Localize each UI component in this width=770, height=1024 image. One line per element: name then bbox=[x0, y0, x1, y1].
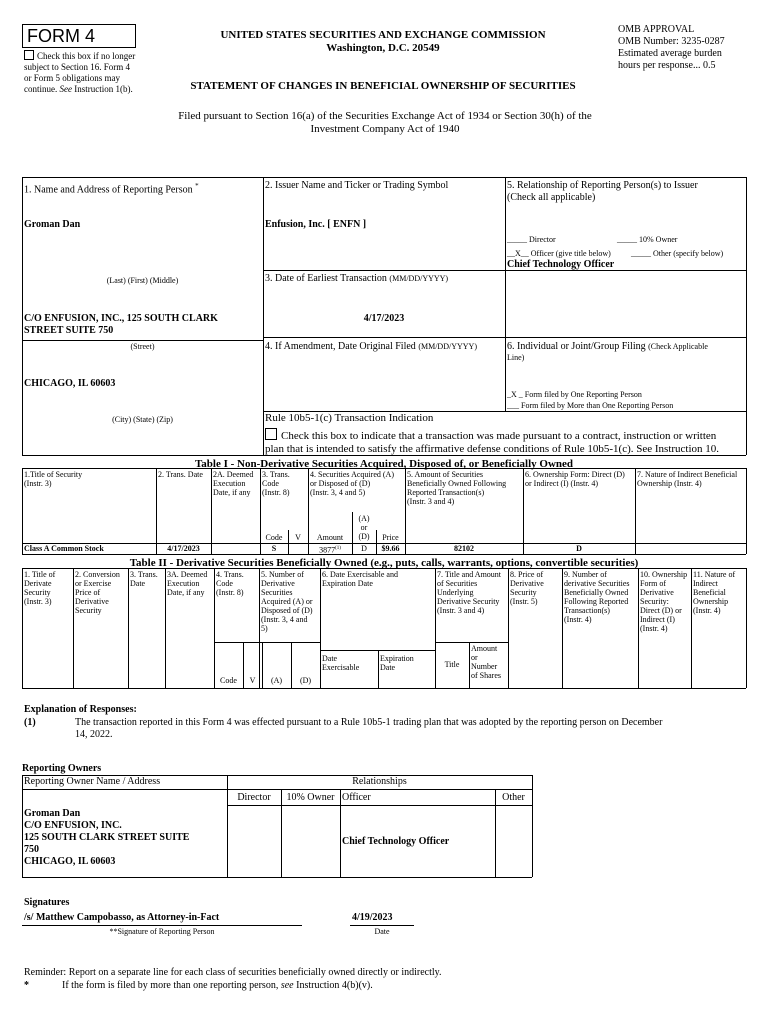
t1-col6-l2: or Indirect (I) (Instr. 4) bbox=[525, 479, 599, 488]
filing-option-one[interactable]: _X _ Form filed by One Reporting Person bbox=[507, 390, 642, 399]
reporting-address bbox=[24, 313, 218, 337]
t2-sub-amt-2: or bbox=[471, 653, 478, 662]
t1-col4-l2: or Disposed of (D) bbox=[310, 479, 371, 488]
agency-heading bbox=[170, 29, 596, 55]
t2-c10-l1: 10. Ownership bbox=[640, 570, 688, 579]
t2-sub-date-exercisable bbox=[322, 654, 359, 672]
t1-sub-aord-1: (A) bbox=[358, 514, 370, 523]
t2-col2-header bbox=[75, 570, 120, 615]
t1-col2a-l1: 2A. Deemed bbox=[213, 470, 254, 479]
t2-col4-header bbox=[216, 570, 244, 597]
t1-col1-l2: (Instr. 3) bbox=[24, 479, 52, 488]
t1-row-code: S bbox=[271, 544, 277, 553]
t2-c11-l4: Ownership bbox=[693, 597, 729, 606]
t2-c10-l2: Form of bbox=[640, 579, 666, 588]
t2-sub-a: (A) bbox=[270, 676, 283, 685]
t2-c1-l2: Derivate bbox=[24, 579, 52, 588]
box1-label-mark: * bbox=[195, 182, 199, 190]
t2-c7-l5: (Instr. 3 and 4) bbox=[437, 606, 485, 615]
omb-line-2: OMB Number: 3235-0287 bbox=[618, 36, 725, 47]
t2-c5-l6: (Instr. 3, 4 and bbox=[261, 615, 308, 624]
omb-line-3: Estimated average burden bbox=[618, 48, 722, 59]
t2-c8-l2: Derivative bbox=[510, 579, 544, 588]
director-option[interactable]: _____ Director bbox=[507, 235, 556, 244]
footer-star: * bbox=[24, 980, 29, 991]
t2-sub-date-ex-2: Exercisable bbox=[322, 663, 360, 672]
t2-sub-amt-1: Amount bbox=[471, 644, 498, 653]
t1-col2a-header bbox=[213, 470, 253, 497]
t1-sub-v: V bbox=[295, 533, 301, 542]
t2-c5-l7: 5) bbox=[261, 624, 268, 633]
t2-c4-l1: 4. Trans. bbox=[216, 570, 244, 579]
t1-col5-l1: 5. Amount of Securities bbox=[407, 470, 483, 479]
earliest-transaction-date: 4/17/2023 bbox=[363, 313, 405, 324]
box5-label-1: 5. Relationship of Reporting Person(s) to Issuer bbox=[507, 180, 698, 191]
t1-col1-header bbox=[24, 470, 82, 488]
t2-c1-l1: 1. Title of bbox=[24, 570, 56, 579]
filed-pursuant bbox=[100, 110, 670, 136]
t2-c9-l2: derivative Securities bbox=[564, 579, 630, 588]
t2-col9-header bbox=[564, 570, 630, 624]
omb-approval bbox=[618, 24, 758, 72]
t2-c2-l5: Security bbox=[75, 606, 102, 615]
t2-col7-header bbox=[437, 570, 501, 615]
owner-line-5: CHICAGO, IL 60603 bbox=[24, 856, 116, 867]
t2-c5-l2: Derivative bbox=[261, 579, 295, 588]
section16-text-4a: continue. bbox=[24, 84, 58, 94]
t2-sub-d: (D) bbox=[299, 676, 312, 685]
t2-c3a-l2: Execution bbox=[167, 579, 200, 588]
t1-row-aord: D bbox=[361, 544, 367, 553]
t2-c9-l5: Transaction(s) bbox=[564, 606, 610, 615]
agency-line-1: UNITED STATES SECURITIES AND EXCHANGE COMMISSION bbox=[220, 29, 546, 41]
t2-c7-l4: Derivative Security bbox=[437, 597, 500, 606]
signature-label: **Signature of Reporting Person bbox=[109, 927, 215, 936]
t1-row-title: Class A Common Stock bbox=[24, 544, 104, 553]
reminder-text: Reminder: Report on a separate line for each class of securities beneficially owned directly or indirectly. bbox=[24, 967, 442, 978]
t2-col3a-header bbox=[167, 570, 207, 597]
t2-c5-l1: 5. Number of bbox=[261, 570, 304, 579]
footer-star-text-2: Instruction 4(b)(v). bbox=[296, 980, 373, 991]
signature-date: 4/19/2023 bbox=[352, 912, 393, 923]
owner-line-3: 125 SOUTH CLARK STREET SUITE bbox=[24, 832, 190, 843]
rule-10b5-text bbox=[265, 428, 745, 456]
footer-star-see: see bbox=[280, 980, 294, 991]
t1-row-amount-value: 3877 bbox=[319, 545, 336, 555]
owners-col-ten-pct: 10% Owner bbox=[286, 792, 335, 803]
t1-col5-l4: (Instr. 3 and 4) bbox=[407, 497, 455, 506]
t2-c3a-l1: 3A. Deemed bbox=[167, 570, 208, 579]
date-label: Date bbox=[374, 927, 390, 936]
t2-sub-exp-1: Expiration bbox=[380, 654, 414, 663]
t1-col6-header bbox=[525, 470, 625, 488]
box2-label: 2. Issuer Name and Ticker or Trading Symbol bbox=[265, 180, 449, 191]
t2-sub-amt-4: of Shares bbox=[471, 671, 501, 680]
t1-col4-l3: (Instr. 3, 4 and 5) bbox=[310, 488, 366, 497]
t2-c7-l2: of Securities bbox=[437, 579, 478, 588]
t2-c5-l4: Acquired (A) or bbox=[261, 597, 313, 606]
t2-c10-l7: (Instr. 4) bbox=[640, 624, 668, 633]
t1-col3-l1: 3. Trans. bbox=[262, 470, 290, 479]
t2-col10-header bbox=[640, 570, 687, 633]
rule-10b5-checkbox[interactable] bbox=[265, 428, 277, 440]
t1-sub-code: Code bbox=[265, 533, 283, 542]
box4-label-text: 4. If Amendment, Date Original Filed bbox=[265, 341, 416, 352]
owners-col-officer: Officer bbox=[342, 792, 371, 803]
ten-pct-owner-option[interactable]: _____ 10% Owner bbox=[617, 235, 678, 244]
city-label: (City) (State) (Zip) bbox=[112, 415, 173, 424]
street-label: (Street) bbox=[130, 342, 155, 351]
footnote-line-1: The transaction reported in this Form 4 was effected pursuant to a Rule 10b5-1 trading plan that was adopted by the reporting person on December bbox=[75, 717, 663, 728]
t1-col3-l2: Code bbox=[262, 479, 279, 488]
box4-label bbox=[265, 341, 477, 353]
reporting-person-name: Groman Dan bbox=[24, 219, 81, 230]
t2-c5-l5: Disposed of (D) bbox=[261, 606, 313, 615]
address-line-2: STREET SUITE 750 bbox=[24, 325, 114, 336]
signer-name: /s/ Matthew Campobasso, as Attorney-in-Fact bbox=[24, 912, 220, 923]
filed-line-2: Investment Company Act of 1940 bbox=[310, 123, 460, 135]
t1-col1-l1: 1.Title of Security bbox=[24, 470, 83, 479]
officer-option[interactable]: __X__ Officer (give title below) bbox=[507, 249, 611, 258]
t2-sub-expiration bbox=[380, 654, 414, 672]
t2-c8-l3: Security bbox=[510, 588, 537, 597]
rule-10b5-text-1: Check this box to indicate that a transaction was made pursuant to a contract, instruction or written bbox=[281, 430, 717, 442]
box3-label bbox=[265, 273, 448, 285]
t2-c4-l2: Code bbox=[216, 579, 233, 588]
rule-10b5-title: Rule 10b5-1(c) Transaction Indication bbox=[265, 412, 434, 424]
t2-col8-header bbox=[510, 570, 544, 606]
t2-c8-l4: (Instr. 5) bbox=[510, 597, 538, 606]
box1-label bbox=[24, 180, 199, 196]
t1-col7-l2: Ownership (Instr. 4) bbox=[637, 479, 702, 488]
t2-sub-amount bbox=[471, 644, 501, 680]
section16-checkbox[interactable] bbox=[24, 50, 34, 60]
reporting-city: CHICAGO, IL 60603 bbox=[24, 378, 116, 389]
t2-col11-header bbox=[693, 570, 735, 615]
t2-c2-l4: Derivative bbox=[75, 597, 109, 606]
t1-row-date: 4/17/2023 bbox=[167, 544, 200, 553]
t1-col3-l3: (Instr. 8) bbox=[262, 488, 290, 497]
section16-text-3: or Form 5 obligations may bbox=[24, 73, 120, 83]
filed-line-1: Filed pursuant to Section 16(a) of the Securities Exchange Act of 1934 or Section 30(h) of the bbox=[178, 110, 592, 122]
t2-c11-l2: Indirect bbox=[693, 579, 718, 588]
t1-row-price: $9.66 bbox=[381, 544, 400, 553]
footnote-number: (1) bbox=[24, 717, 36, 728]
owner-name-address bbox=[24, 808, 224, 868]
owners-col-relationships: Relationships bbox=[352, 776, 407, 787]
t2-sub-v: V bbox=[249, 676, 256, 685]
t1-col6-l1: 6. Ownership Form: Direct (D) bbox=[525, 470, 625, 479]
t2-c10-l6: Indirect (I) bbox=[640, 615, 675, 624]
t2-col1-header bbox=[24, 570, 55, 606]
t1-col5-l3: Reported Transaction(s) bbox=[407, 488, 485, 497]
owner-officer-title: Chief Technology Officer bbox=[342, 836, 450, 847]
omb-line-4: hours per response... 0.5 bbox=[618, 60, 716, 71]
t1-col7-l1: 7. Nature of Indirect Beneficial bbox=[637, 470, 738, 479]
address-line-1: C/O ENFUSION, INC., 125 SOUTH CLARK bbox=[24, 313, 218, 324]
t2-c11-l5: (Instr. 4) bbox=[693, 606, 721, 615]
section16-text-4c: Instruction 1(b). bbox=[74, 84, 133, 94]
form-title-box bbox=[22, 24, 136, 48]
footnote-line-2: 14, 2022. bbox=[75, 729, 113, 740]
explanation-title: Explanation of Responses: bbox=[24, 704, 137, 715]
signatures-title: Signatures bbox=[24, 897, 70, 908]
issuer-name: Enfusion, Inc. [ ENFN ] bbox=[265, 219, 367, 230]
box1-label-text: 1. Name and Address of Reporting Person bbox=[24, 184, 193, 196]
box3-label-small: (MM/DD/YYYY) bbox=[389, 274, 449, 283]
box5-label-2: (Check all applicable) bbox=[507, 192, 596, 203]
t2-c3-l1: 3. Trans. bbox=[130, 570, 158, 579]
omb-line-1: OMB APPROVAL bbox=[618, 24, 695, 35]
t2-sub-title: Title bbox=[444, 660, 460, 669]
t1-col7-header bbox=[637, 470, 737, 488]
t2-sub-date-ex-1: Date bbox=[322, 654, 338, 663]
footer-star-text-1: If the form is filed by more than one reporting person, bbox=[62, 980, 279, 991]
t2-c4-l3: (Instr. 8) bbox=[216, 588, 244, 597]
section16-text-2: subject to Section 16. Form 4 bbox=[24, 62, 130, 72]
t2-c5-l3: Securities bbox=[261, 588, 293, 597]
t2-c6-l2: Expiration Date bbox=[322, 579, 373, 588]
owners-col-name: Reporting Owner Name / Address bbox=[24, 776, 161, 787]
t2-c2-l2: or Exercise bbox=[75, 579, 112, 588]
t1-col4-header bbox=[310, 470, 394, 497]
rule-10b5-text-2: plan that is intended to satisfy the affirmative defense conditions of Rule 10b5-1(c). See Instruction 10. bbox=[265, 443, 720, 455]
owner-line-2: C/O ENFUSION, INC. bbox=[24, 820, 122, 831]
t1-row-owned: 82102 bbox=[454, 544, 474, 553]
reporting-owners-title: Reporting Owners bbox=[22, 763, 102, 774]
t1-sub-amount: Amount bbox=[316, 533, 344, 542]
t2-c10-l4: Security: bbox=[640, 597, 669, 606]
t2-c10-l5: Direct (D) or bbox=[640, 606, 682, 615]
t2-c7-l3: Underlying bbox=[437, 588, 474, 597]
table2-title: Table II - Derivative Securities Beneficially Owned (e.g., puts, calls, warrants, options, convertible securities) bbox=[129, 557, 639, 569]
t1-sub-aord bbox=[352, 514, 376, 541]
owners-col-other: Other bbox=[502, 792, 525, 803]
t2-c9-l3: Beneficially Owned bbox=[564, 588, 629, 597]
t2-c11-l3: Beneficial bbox=[693, 588, 726, 597]
t2-c10-l3: Derivative bbox=[640, 588, 674, 597]
statement-title: STATEMENT OF CHANGES IN BENEFICIAL OWNERSHIP OF SECURITIES bbox=[190, 80, 576, 92]
name-parts-label: (Last) (First) (Middle) bbox=[106, 276, 179, 285]
t2-c6-l1: 6. Date Exercisable and bbox=[322, 570, 398, 579]
t1-col5-l2: Beneficially Owned Following bbox=[407, 479, 507, 488]
t1-col4-l1: 4. Securities Acquired (A) bbox=[310, 470, 394, 479]
t2-c1-l3: Security bbox=[24, 588, 51, 597]
owners-col-director: Director bbox=[237, 792, 271, 803]
section16-checkbox-block bbox=[24, 50, 164, 95]
t2-c3a-l3: Date, if any bbox=[167, 588, 205, 597]
owner-line-4: 750 bbox=[24, 844, 39, 855]
t1-col5-header bbox=[407, 470, 506, 506]
t1-sub-aord-2: or bbox=[360, 523, 368, 532]
box6-label-1: 6. Individual or Joint/Group Filing bbox=[507, 341, 646, 352]
t2-c11-l1: 11. Nature of bbox=[693, 570, 736, 579]
t2-c7-l1: 7. Title and Amount bbox=[437, 570, 502, 579]
box3-label-text: 3. Date of Earliest Transaction bbox=[265, 273, 387, 284]
box6-label-small: (Check Applicable bbox=[648, 342, 708, 351]
section16-text-see: See bbox=[59, 84, 72, 94]
t2-c2-l1: 2. Conversion bbox=[75, 570, 120, 579]
section16-text-1: Check this box if no longer bbox=[37, 51, 136, 61]
t1-col3-header bbox=[262, 470, 290, 497]
other-option[interactable]: _____ Other (specify below) bbox=[631, 249, 724, 258]
footnote-text bbox=[75, 717, 747, 741]
t1-sub-aord-3: (D) bbox=[358, 532, 370, 541]
t2-c9-l1: 9. Number of bbox=[564, 570, 607, 579]
t2-col6-header bbox=[322, 570, 398, 588]
t2-col5-header bbox=[261, 570, 313, 633]
box6-label-2: Line) bbox=[507, 353, 525, 362]
t1-sub-price: Price bbox=[382, 533, 399, 542]
t2-sub-exp-2: Date bbox=[380, 663, 396, 672]
t2-sub-code: Code bbox=[220, 676, 237, 685]
t2-col3-header bbox=[130, 570, 158, 588]
officer-title: Chief Technology Officer bbox=[507, 259, 615, 270]
t2-c8-l1: 8. Price of bbox=[510, 570, 544, 579]
box5-label bbox=[507, 180, 743, 204]
box4-label-small: (MM/DD/YYYY) bbox=[418, 342, 477, 351]
t2-c1-l4: (Instr. 3) bbox=[24, 597, 52, 606]
t2-c9-l4: Following Reported bbox=[564, 597, 629, 606]
table1-title: Table I - Non-Derivative Securities Acquired, Disposed of, or Beneficially Owned bbox=[194, 458, 574, 470]
t1-col2a-l2: Execution bbox=[213, 479, 246, 488]
footer-star-text bbox=[62, 980, 373, 992]
box6-label bbox=[507, 341, 743, 363]
t2-c9-l6: (Instr. 4) bbox=[564, 615, 592, 624]
t1-row-form: D bbox=[576, 544, 582, 553]
t1-row-amount-footnote[interactable]: (1) bbox=[335, 546, 341, 551]
agency-line-2: Washington, D.C. 20549 bbox=[326, 42, 440, 54]
t2-sub-amt-3: Number bbox=[471, 662, 498, 671]
form-title: FORM 4 bbox=[22, 24, 136, 48]
t2-c2-l3: Price of bbox=[75, 588, 101, 597]
t2-c3-l2: Date bbox=[130, 579, 146, 588]
t1-col2a-l3: Date, if any bbox=[213, 488, 251, 497]
t1-row-amount bbox=[308, 544, 352, 556]
owner-line-1: Groman Dan bbox=[24, 808, 81, 819]
t1-col2-header: 2. Trans. Date bbox=[158, 470, 203, 479]
filing-option-more[interactable]: ___ Form filed by More than One Reporting Person bbox=[507, 401, 674, 410]
